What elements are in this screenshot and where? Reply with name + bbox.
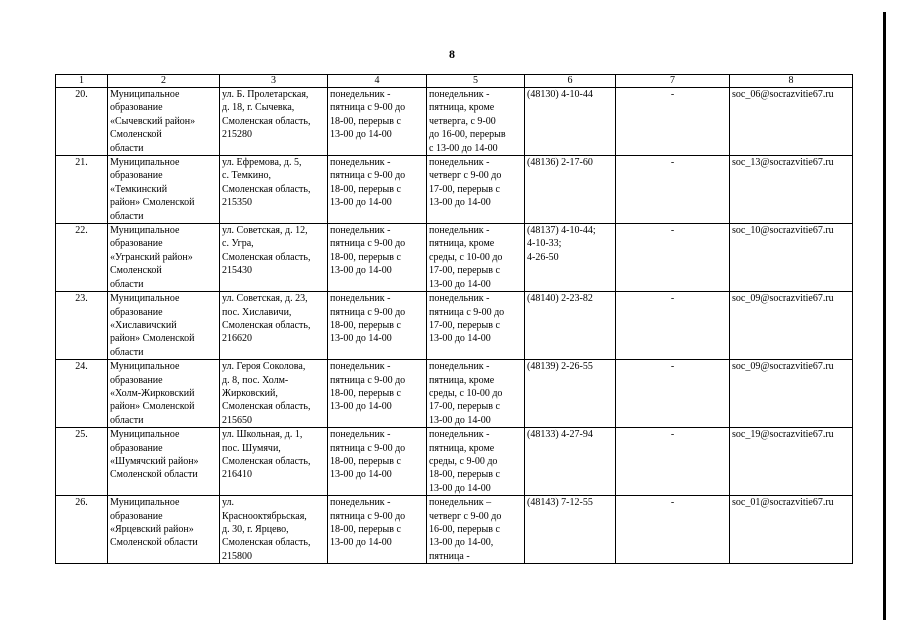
phone-cell: (48140) 2-23-82: [525, 292, 616, 360]
working-hours-cell: понедельник - пятница с 9-00 до 18-00, перерыв с 13-00 до 14-00: [328, 292, 427, 360]
email-cell: soc_09@socrazvitie67.ru: [730, 292, 853, 360]
reception-hours-cell: понедельник - четверг с 9-00 до 17-00, перерыв с 13-00 до 14-00: [427, 156, 525, 224]
column-header-8: 8: [730, 75, 853, 88]
phone-cell: (48143) 7-12-55: [525, 496, 616, 564]
address-cell: ул. Советская, д. 23, пос. Хиславичи, Смоленская область, 216620: [220, 292, 328, 360]
column-header-7: 7: [616, 75, 730, 88]
email-cell: soc_13@socrazvitie67.ru: [730, 156, 853, 224]
column-header-1: 1: [56, 75, 108, 88]
table-row: [56, 292, 853, 360]
column-header-6: 6: [525, 75, 616, 88]
municipality-cell: Муниципальное образование «Сычевский район» Смоленской области: [108, 88, 220, 156]
column-7-cell: -: [616, 428, 730, 496]
row-number: 22.: [56, 224, 108, 292]
column-header-2: 2: [108, 75, 220, 88]
row-number: 26.: [56, 496, 108, 564]
column-header-3: 3: [220, 75, 328, 88]
row-number: 24.: [56, 360, 108, 428]
column-7-cell: -: [616, 496, 730, 564]
row-number: 21.: [56, 156, 108, 224]
municipality-cell: Муниципальное образование «Темкинский район» Смоленской области: [108, 156, 220, 224]
column-header-4: 4: [328, 75, 427, 88]
column-7-cell: -: [616, 88, 730, 156]
column-7-cell: -: [616, 156, 730, 224]
reception-hours-cell: понедельник - пятница, кроме среды, с 9-00 до 18-00, перерыв с 13-00 до 14-00: [427, 428, 525, 496]
working-hours-cell: понедельник - пятница с 9-00 до 18-00, перерыв с 13-00 до 14-00: [328, 224, 427, 292]
address-cell: ул. Ефремова, д. 5, с. Темкино, Смоленская область, 215350: [220, 156, 328, 224]
address-cell: ул. Б. Пролетарская, д. 18, г. Сычевка, Смоленская область, 215280: [220, 88, 328, 156]
table-row: [56, 224, 853, 292]
phone-cell: (48139) 2-26-55: [525, 360, 616, 428]
email-cell: soc_10@socrazvitie67.ru: [730, 224, 853, 292]
reception-hours-cell: понедельник – четверг с 9-00 до 16-00, перерыв с 13-00 до 14-00, пятница -: [427, 496, 525, 564]
municipality-cell: Муниципальное образование «Хиславичский район» Смоленской области: [108, 292, 220, 360]
page-number: 8: [449, 47, 455, 61]
address-cell: ул. Краснооктябрьская, д. 30, г. Ярцево, Смоленская область, 215800: [220, 496, 328, 564]
email-cell: soc_09@socrazvitie67.ru: [730, 360, 853, 428]
address-cell: ул. Героя Соколова, д. 8, пос. Холм- Жирковский, Смоленская область, 215650: [220, 360, 328, 428]
column-7-cell: -: [616, 292, 730, 360]
contacts-table: [55, 74, 853, 564]
reception-hours-cell: понедельник - пятница, кроме среды, с 10-00 до 17-00, перерыв с 13-00 до 14-00: [427, 360, 525, 428]
table-row: [56, 496, 853, 564]
municipality-cell: Муниципальное образование «Ярцевский район» Смоленской области: [108, 496, 220, 564]
row-number: 25.: [56, 428, 108, 496]
working-hours-cell: понедельник - пятница с 9-00 до 18-00, перерыв с 13-00 до 14-00: [328, 496, 427, 564]
working-hours-cell: понедельник - пятница с 9-00 до 18-00, перерыв с 13-00 до 14-00: [328, 428, 427, 496]
row-number: 20.: [56, 88, 108, 156]
municipality-cell: Муниципальное образование «Угранский район» Смоленской области: [108, 224, 220, 292]
column-7-cell: -: [616, 360, 730, 428]
email-cell: soc_01@socrazvitie67.ru: [730, 496, 853, 564]
email-cell: soc_19@socrazvitie67.ru: [730, 428, 853, 496]
table-row: [56, 156, 853, 224]
phone-cell: (48136) 2-17-60: [525, 156, 616, 224]
header-row: [56, 75, 853, 88]
phone-cell: (48137) 4-10-44; 4-10-33; 4-26-50: [525, 224, 616, 292]
working-hours-cell: понедельник - пятница с 9-00 до 18-00, перерыв с 13-00 до 14-00: [328, 360, 427, 428]
address-cell: ул. Советская, д. 12, с. Угра, Смоленская область, 215430: [220, 224, 328, 292]
working-hours-cell: понедельник - пятница с 9-00 до 18-00, перерыв с 13-00 до 14-00: [328, 88, 427, 156]
table-row: [56, 360, 853, 428]
phone-cell: (48133) 4-27-94: [525, 428, 616, 496]
municipality-cell: Муниципальное образование «Холм-Жирковский район» Смоленской области: [108, 360, 220, 428]
municipality-cell: Муниципальное образование «Шумячский район» Смоленской области: [108, 428, 220, 496]
email-cell: soc_06@socrazvitie67.ru: [730, 88, 853, 156]
reception-hours-cell: понедельник - пятница, кроме среды, с 10-00 до 17-00, перерыв с 13-00 до 14-00: [427, 224, 525, 292]
reception-hours-cell: понедельник - пятница, кроме четверга, с 9-00 до 16-00, перерыв с 13-00 до 14-00: [427, 88, 525, 156]
table-row: [56, 88, 853, 156]
working-hours-cell: понедельник - пятница с 9-00 до 18-00, перерыв с 13-00 до 14-00: [328, 156, 427, 224]
phone-cell: (48130) 4-10-44: [525, 88, 616, 156]
address-cell: ул. Школьная, д. 1, пос. Шумячи, Смоленская область, 216410: [220, 428, 328, 496]
column-7-cell: -: [616, 224, 730, 292]
scan-edge-bar: [883, 12, 886, 620]
reception-hours-cell: понедельник - пятница с 9-00 до 17-00, перерыв с 13-00 до 14-00: [427, 292, 525, 360]
column-header-5: 5: [427, 75, 525, 88]
table-row: [56, 428, 853, 496]
row-number: 23.: [56, 292, 108, 360]
